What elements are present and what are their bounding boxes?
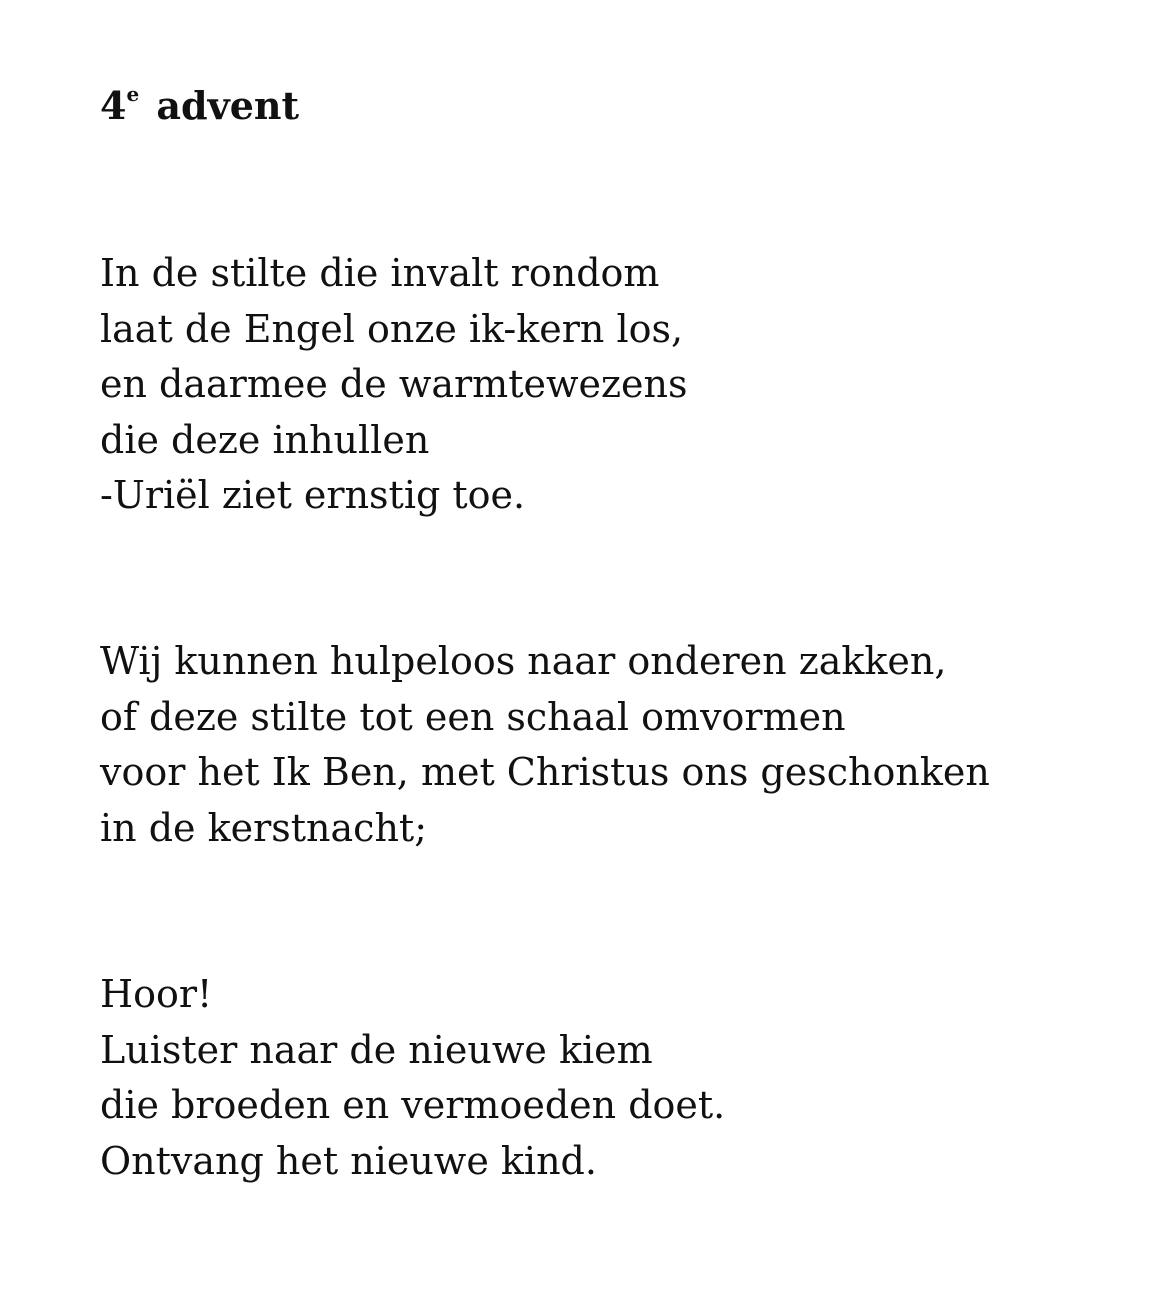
poem-line: -Uriël ziet ernstig toe. (100, 473, 526, 517)
title-text: advent (156, 83, 300, 128)
stanza-2 (100, 634, 990, 856)
stanza-3 (100, 967, 725, 1189)
poem-line: in de kerstnacht; (100, 805, 428, 850)
poem-title (100, 84, 299, 128)
poem-line: Luister naar de nieuwe kiem (100, 1027, 653, 1072)
poem-line: Ontvang het nieuwe kind. (100, 1138, 597, 1183)
poem-line: In de stilte die invalt rondom (100, 251, 660, 295)
stanza-1 (100, 246, 687, 524)
title-number: 4 (100, 83, 127, 128)
poem-line: en daarmee de warmtewezens (100, 362, 688, 406)
poem-line: laat de Engel onze ik-kern los, (100, 306, 684, 351)
poem-line: die deze inhullen (100, 417, 430, 462)
title-superscript: e (126, 82, 140, 107)
poem-line: die broeden en vermoeden doet. (100, 1083, 726, 1127)
poem-line: of deze stilte tot een schaal omvormen (100, 694, 846, 739)
poem-line: Wij kunnen hulpeloos naar onderen zakken, (100, 639, 947, 683)
poem-line: voor het Ik Ben, met Christus ons geschonken (100, 750, 990, 794)
poem-line: Hoor! (100, 972, 213, 1016)
